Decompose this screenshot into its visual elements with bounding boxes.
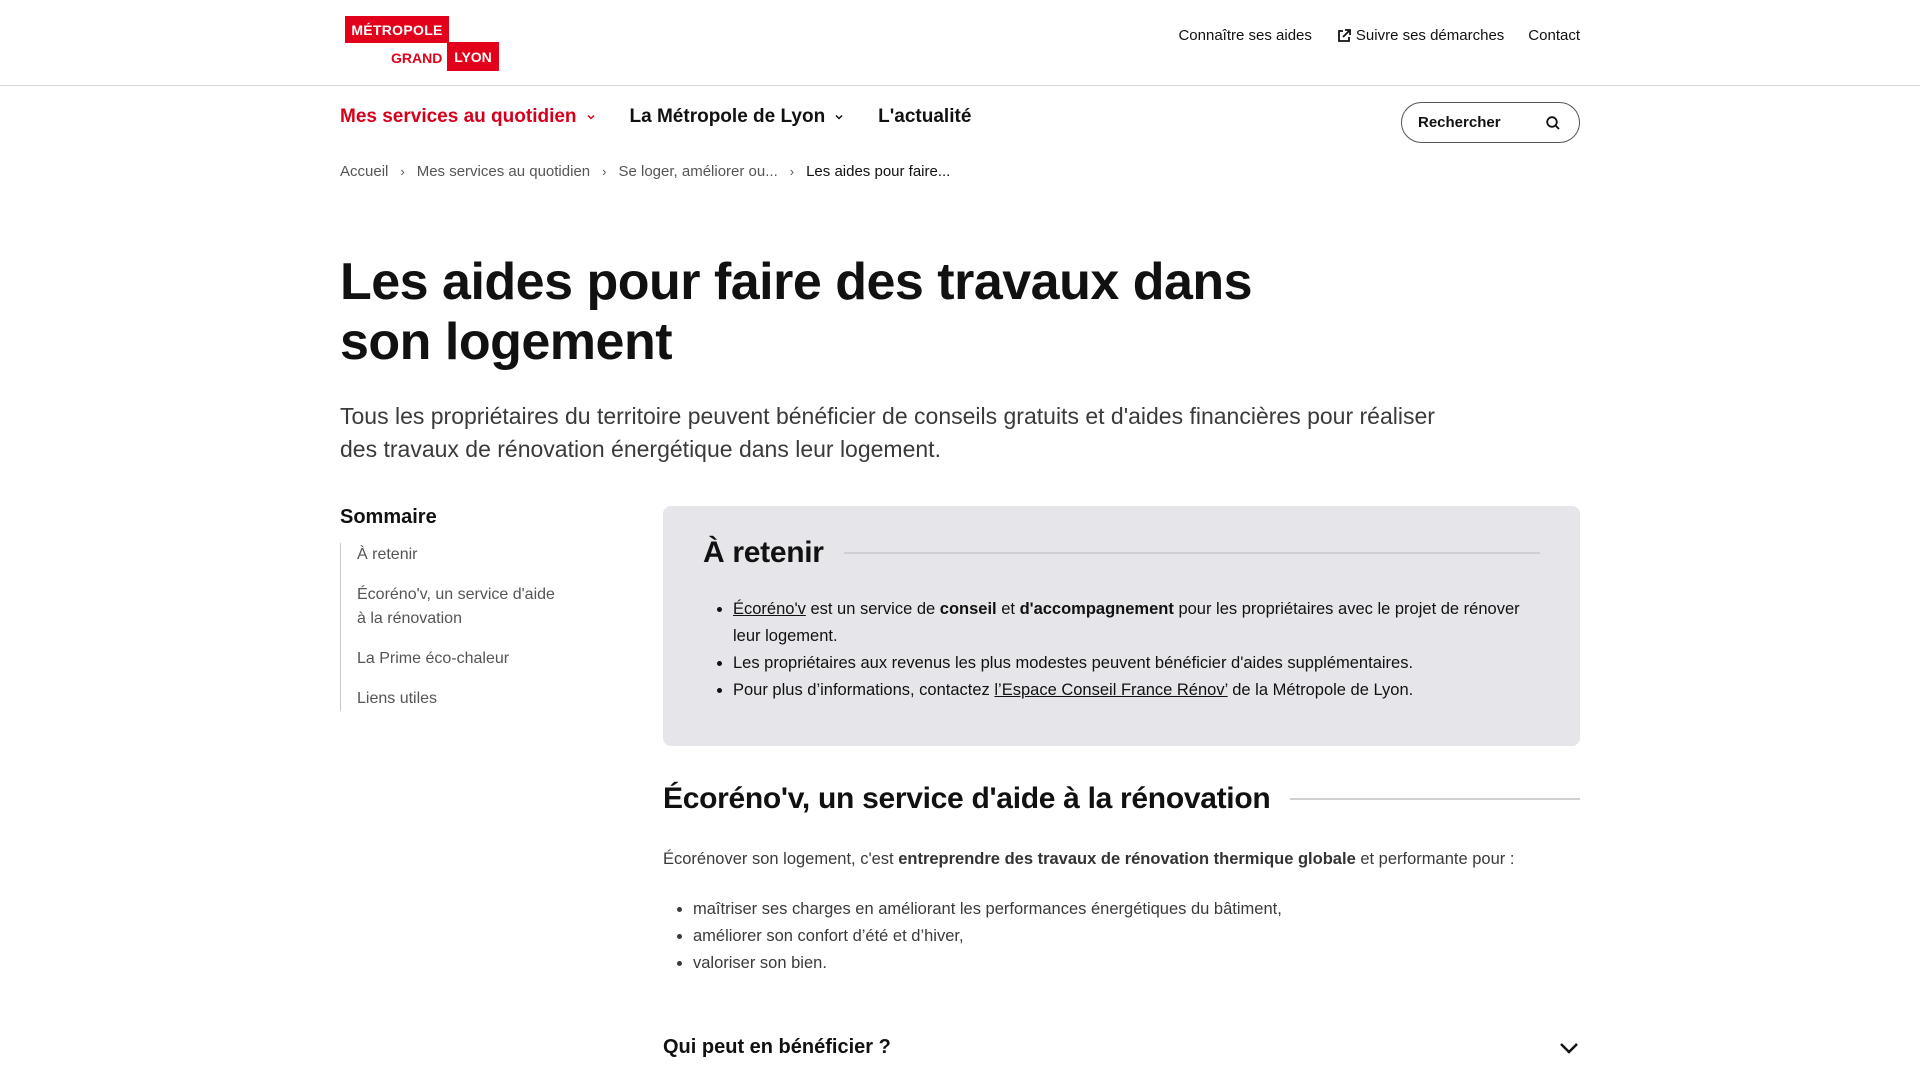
chevron-down-icon	[833, 111, 845, 123]
accordion-title: Qui peut en bénéficier ?	[663, 1036, 891, 1058]
logo-metropole-grand-lyon[interactable]	[345, 16, 500, 72]
table-of-contents	[340, 506, 640, 711]
link-espace-conseil-france-renov[interactable]: l’Espace Conseil France Rénov’	[994, 681, 1228, 699]
section-ecorenov-bullets	[663, 896, 1580, 977]
top-header	[0, 0, 1920, 86]
heading-divider	[844, 552, 1540, 554]
key-point-item: • Les propriétaires aux revenus les plus modestes peuvent bénéficier d'aides supplémentaires.	[733, 650, 1540, 677]
breadcrumb-item-se-loger[interactable]: Se loger, améliorer ou...	[618, 163, 778, 180]
key-point-item	[733, 596, 1540, 650]
link-label: Contact	[1528, 27, 1580, 44]
bold-text: conseil	[939, 600, 997, 618]
list-item: • améliorer son confort d’été et d’hiver,	[693, 923, 1580, 950]
breadcrumb-item-accueil[interactable]: Accueil	[340, 163, 389, 180]
text: Écorénover son logement, c'est	[663, 850, 899, 868]
accordion-qui-peut-beneficier[interactable]	[663, 1036, 1580, 1059]
toc-item-ecorenov[interactable]: Écoréno'v, un service d'aide à la rénovation	[357, 586, 555, 627]
link-label: Connaître ses aides	[1178, 27, 1312, 44]
link-contact[interactable]	[1528, 27, 1580, 44]
heading-divider	[1290, 798, 1580, 800]
page-lead: Tous les propriétaires du territoire peuvent bénéficier de conseils gratuits et d'aides financières pour réaliser des travaux de rénovation énergétique dans leur logement.	[340, 403, 1435, 462]
bold-text: entreprendre des travaux de rénovation thermique globale	[898, 850, 1356, 868]
key-points-list	[703, 596, 1540, 704]
nav-item-la-metropole[interactable]	[630, 106, 846, 128]
text: et performante pour :	[1355, 850, 1515, 868]
key-points-box	[663, 506, 1580, 746]
chevron-right-icon: ›	[789, 164, 795, 179]
logo-line-1: MÉTROPOLE	[345, 16, 449, 43]
toc-item-prime-eco-chaleur[interactable]: La Prime éco-chaleur	[357, 650, 510, 667]
section-ecorenov-header	[663, 782, 1580, 816]
search-button[interactable]	[1401, 102, 1580, 143]
chevron-right-icon: ›	[400, 164, 405, 179]
breadcrumb-item-mes-services[interactable]: Mes services au quotidien	[416, 163, 591, 180]
nav-item-mes-services[interactable]	[340, 106, 597, 128]
list-item: • valoriser son bien.	[693, 950, 1580, 977]
link-suivre-ses-demarches[interactable]	[1336, 27, 1504, 44]
search-label: Rechercher	[1418, 114, 1501, 131]
chevron-down-icon	[1558, 1041, 1580, 1055]
nav-item-label: Mes services au quotidien	[340, 106, 577, 127]
list-item: • maîtriser ses charges en améliorant les performances énergétiques du bâtiment,	[693, 896, 1580, 923]
text: de la Métropole de Lyon.	[1227, 681, 1414, 699]
breadcrumb-current: Les aides pour faire...	[806, 163, 951, 180]
breadcrumb	[340, 163, 950, 180]
external-link-icon	[1336, 28, 1352, 44]
toc-heading: Sommaire	[340, 506, 437, 528]
logo-line-3: LYON	[447, 42, 499, 71]
text: pour les propriétaires avec le projet de rénover leur logement.	[733, 600, 1520, 645]
text: est un service de	[805, 600, 940, 618]
toc-item-a-retenir[interactable]: À retenir	[357, 546, 418, 563]
key-points-heading: À retenir	[703, 536, 824, 569]
nav-item-label: L'actualité	[878, 106, 972, 127]
text: et	[996, 600, 1020, 618]
section-ecorenov-intro	[663, 846, 1580, 872]
section-ecorenov-heading: Écoréno'v, un service d'aide à la rénovation	[663, 782, 1271, 815]
search-icon	[1545, 115, 1561, 131]
toc-item-liens-utiles[interactable]: Liens utiles	[357, 690, 438, 707]
text: Pour plus d’informations, contactez	[733, 681, 995, 699]
nav-item-actualite[interactable]	[878, 106, 971, 128]
section-ecorenov	[663, 782, 1580, 977]
bold-text: d'accompagnement	[1019, 600, 1174, 618]
main-nav	[340, 106, 1004, 128]
page-title: Les aides pour faire des travaux dans son logement	[340, 253, 1253, 371]
toc-list	[340, 543, 640, 711]
key-points-header	[703, 536, 1540, 570]
logo-line-2: GRAND	[391, 50, 443, 66]
utility-nav	[1178, 27, 1580, 44]
key-point-item	[733, 677, 1540, 704]
nav-item-label: La Métropole de Lyon	[629, 106, 826, 127]
link-ecorenov[interactable]: Écoréno'v	[733, 600, 806, 618]
link-label: Suivre ses démarches	[1355, 27, 1505, 44]
link-connaitre-ses-aides[interactable]	[1178, 27, 1311, 44]
chevron-down-icon	[585, 111, 597, 123]
chevron-right-icon: ›	[602, 164, 607, 179]
